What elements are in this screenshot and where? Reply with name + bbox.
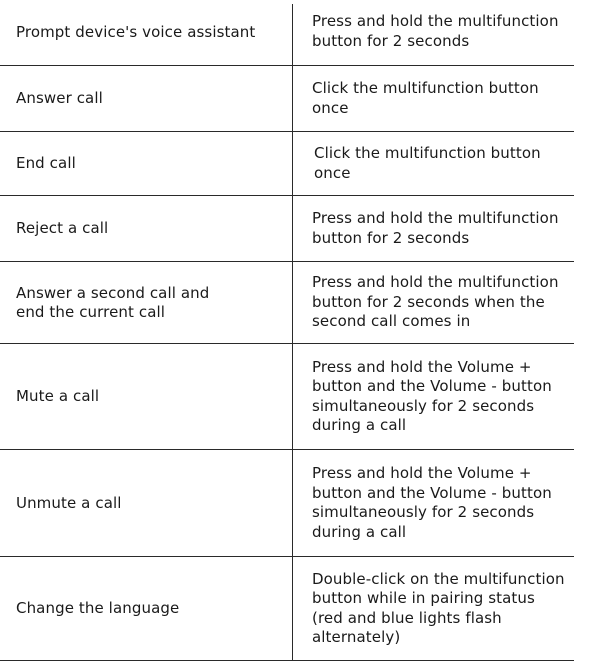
table-row bbox=[0, 196, 574, 262]
table-row bbox=[0, 344, 574, 450]
action-label: Mute a call bbox=[16, 387, 100, 405]
action-cell bbox=[16, 66, 284, 131]
action-label: Answer call bbox=[16, 89, 103, 107]
action-cell bbox=[16, 557, 284, 660]
operation-text: Press and hold the multifunction button for 2 seconds bbox=[312, 209, 559, 247]
operation-text: Click the multifunction button once bbox=[312, 79, 539, 117]
operation-cell bbox=[314, 132, 586, 195]
operation-cell bbox=[312, 66, 584, 131]
action-label: End call bbox=[16, 154, 76, 172]
operation-text: Double-click on the multifunction button while in pairing status (red and blue lights flash alternately) bbox=[312, 569, 565, 646]
table-row bbox=[0, 262, 574, 344]
operation-cell bbox=[312, 450, 584, 556]
table-row bbox=[0, 557, 574, 661]
operation-text: Click the multifunction button once bbox=[314, 144, 541, 182]
table-row bbox=[0, 0, 574, 66]
operation-text: Press and hold the Volume + button and the Volume - button simultaneously for 2 seconds during a call bbox=[312, 357, 552, 434]
table-row bbox=[0, 66, 574, 132]
operation-cell bbox=[312, 262, 584, 343]
column-divider bbox=[292, 4, 293, 661]
action-cell bbox=[16, 0, 284, 65]
action-label: Answer a second call and end the current call bbox=[16, 283, 210, 321]
action-cell bbox=[16, 132, 284, 195]
operation-cell bbox=[312, 0, 584, 65]
operation-text: Press and hold the Volume + button and the Volume - button simultaneously for 2 seconds during a call bbox=[312, 464, 552, 541]
action-label: Unmute a call bbox=[16, 493, 122, 512]
action-label: Reject a call bbox=[16, 219, 109, 237]
table-row bbox=[0, 132, 574, 196]
operation-cell bbox=[312, 557, 588, 660]
action-label: Change the language bbox=[16, 599, 180, 617]
action-cell bbox=[16, 450, 284, 556]
operation-text: Press and hold the multifunction button for 2 seconds bbox=[312, 12, 559, 50]
operation-cell bbox=[312, 344, 584, 449]
operation-cell bbox=[312, 196, 584, 261]
action-cell bbox=[16, 344, 284, 449]
operation-text: Press and hold the multifunction button for 2 seconds when the second call comes in bbox=[312, 273, 559, 331]
action-label: Prompt device's voice assistant bbox=[16, 23, 256, 41]
table-row bbox=[0, 450, 574, 557]
action-cell bbox=[16, 262, 284, 343]
action-cell bbox=[16, 196, 284, 261]
